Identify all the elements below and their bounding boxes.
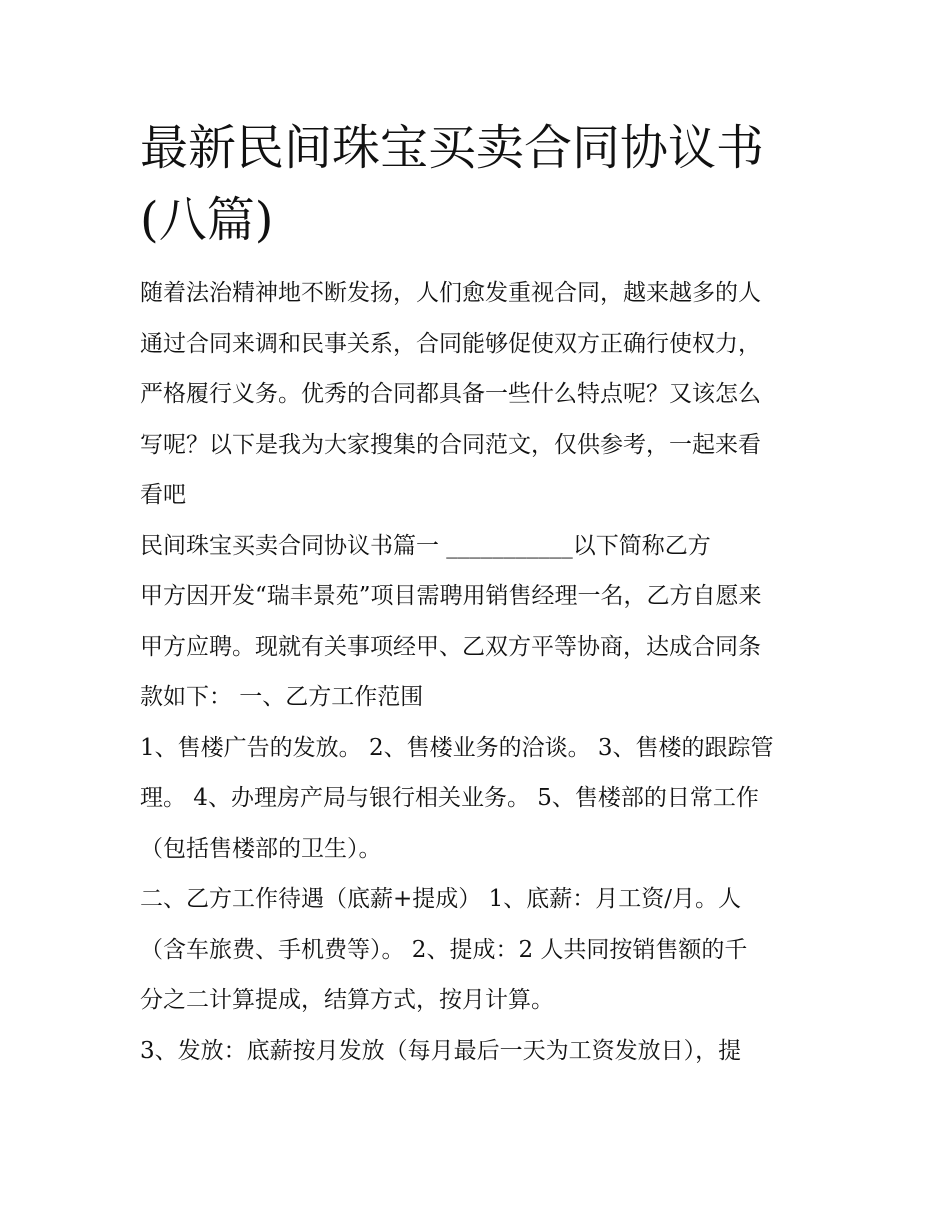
title-line-1: 最新民间珠宝买卖合同协议书 bbox=[140, 120, 765, 176]
body-line-13: 二、乙方工作待遇（底薪+提成） 1、底薪：月工资/月。人 bbox=[140, 886, 741, 912]
body-line-16: 3、发放：底薪按月发放（每月最后一天为工资发放日），提 bbox=[140, 1037, 742, 1064]
body-line-12: （包括售楼部的卫生）。 bbox=[140, 835, 382, 862]
title-line-2: (八篇) bbox=[140, 192, 274, 248]
body-line-8: 甲方应聘。现就有关事项经甲、乙双方平等协商，达成合同条 bbox=[140, 633, 761, 660]
body-line-5: 看吧 bbox=[140, 482, 186, 508]
body-line-7: 甲方因开发“瑞丰景苑”项目需聘用销售经理一名，乙方自愿来 bbox=[140, 583, 762, 609]
body-line-14: （含车旅费、手机费等）。 2、提成：2 人共同按销售额的千 bbox=[140, 936, 748, 963]
body-line-11: 理。 4、办理房产局与银行相关业务。 5、售楼部的日常工作 bbox=[140, 785, 759, 811]
body-line-9: 款如下： 一、乙方工作范围 bbox=[140, 684, 424, 710]
body-line-2: 通过合同来调和民事关系，合同能够促使双方正确行使权力， bbox=[140, 330, 761, 357]
body-line-6: 民间珠宝买卖合同协议书篇一 ___________以下简称乙方 bbox=[140, 532, 711, 559]
body-line-1: 随着法治精神地不断发扬，人们愈发重视合同，越来越多的人 bbox=[140, 280, 761, 306]
document-body bbox=[140, 268, 820, 1076]
body-line-4: 写呢？以下是我为大家搜集的合同范文，仅供参考，一起来看 bbox=[140, 431, 761, 458]
document-page bbox=[140, 112, 820, 1076]
body-line-15: 分之二计算提成，结算方式，按月计算。 bbox=[140, 987, 554, 1013]
body-line-10: 1、售楼广告的发放。 2、售楼业务的洽谈。 3、售楼的跟踪管 bbox=[140, 734, 774, 761]
document-title bbox=[140, 112, 820, 256]
body-line-3: 严格履行义务。优秀的合同都具备一些什么特点呢？又该怎么 bbox=[140, 381, 761, 407]
